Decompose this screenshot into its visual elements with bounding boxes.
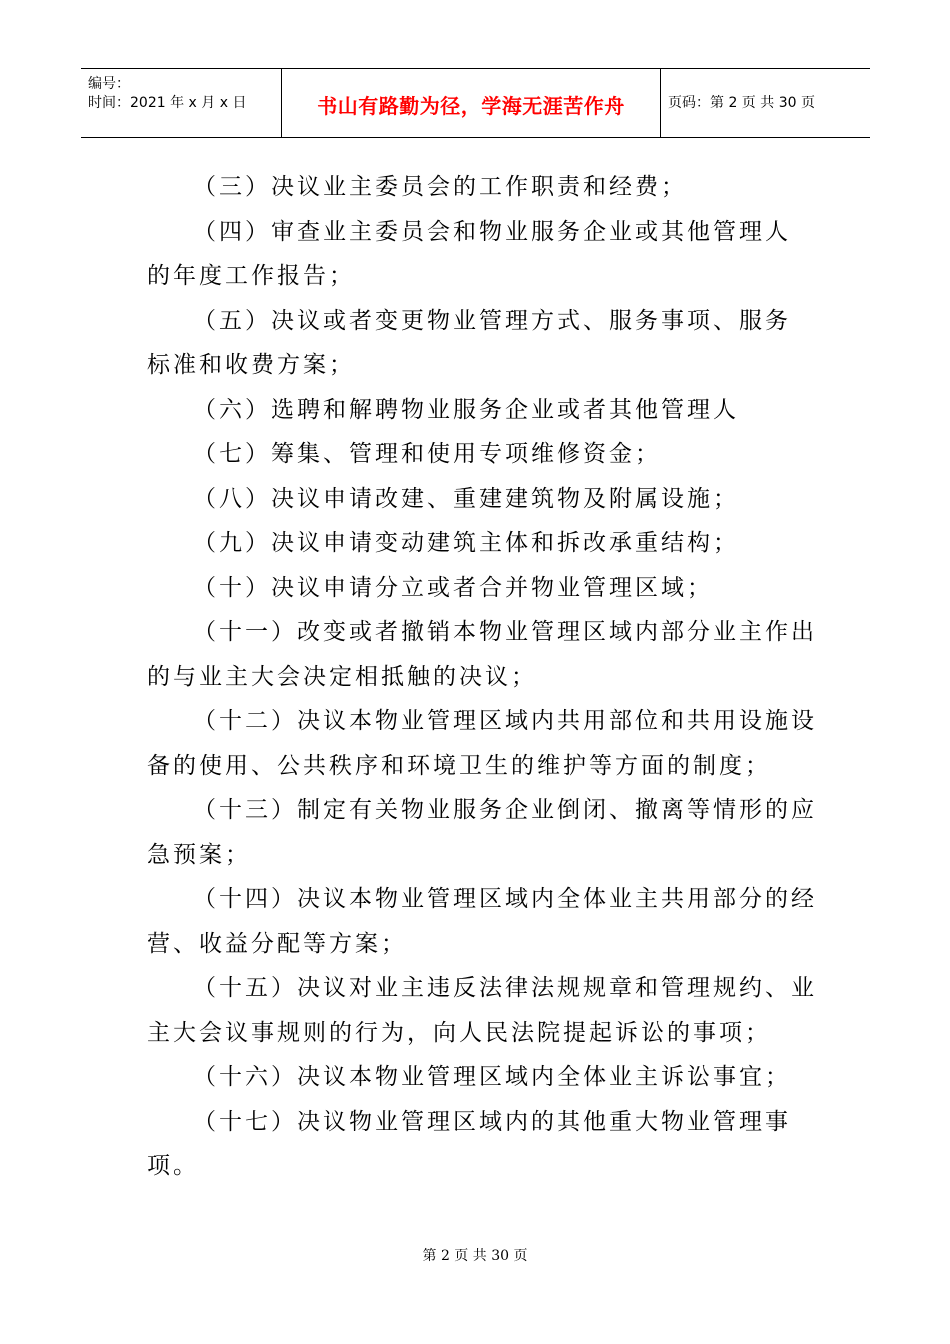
header-motto-cell [281,69,661,137]
body-line: （十四）决议本物业管理区域内全体业主共用部分的经 [193,886,817,912]
body-line: （十）决议申请分立或者合并物业管理区域； [193,574,713,601]
body-line: 营、收益分配等方案； [147,930,407,957]
header-page-cell [659,69,870,137]
body-line: （十一）改变或者撤销本物业管理区域内部分业主作出 [193,619,817,645]
body-line: （五）决议或者变更物业管理方式、服务事项、服务 [193,307,791,334]
body-line: （十三）制定有关物业服务企业倒闭、撤离等情形的应 [193,797,817,823]
body-line: （三）决议业主委员会的工作职责和经费； [193,174,687,200]
header-motto: 书山有路勤为径，学海无涯苦作舟 [317,94,625,118]
body-line: （四）审查业主委员会和物业服务企业或其他管理人 [193,218,791,245]
body-line: （十七）决议物业管理区域内的其他重大物业管理事 [193,1108,791,1135]
body-line: （十六）决议本物业管理区域内全体业主诉讼事宜； [193,1064,791,1090]
body-line: （十五）决议对业主违反法律法规规章和管理规约、业 [193,975,817,1001]
body-line: 标准和收费方案； [147,352,355,378]
body-line: 备的使用、公共秩序和环境卫生的维护等方面的制度； [147,752,771,779]
body-line: （七）筹集、管理和使用专项维修资金； [193,441,661,467]
header-page-info: 页码：第 2 页 共 30 页 [668,95,815,111]
document-date-label: 时间：2021 年 x 月 x 日 [88,95,247,111]
body-line: 主大会议事规则的行为，向人民法院提起诉讼的事项； [147,1019,771,1046]
body-line: （十二）决议本物业管理区域内共用部位和共用设施设 [193,708,817,734]
document-number-label: 编号： [88,76,130,92]
body-line: （六）选聘和解聘物业服务企业或者其他管理人 [193,396,739,423]
body-line: 的与业主大会决定相抵触的决议； [147,663,537,690]
body-line: 的年度工作报告； [147,263,355,289]
body-line: 项。 [147,1153,199,1179]
page-header [81,68,870,138]
page-footer: 第 2 页 共 30 页 [422,1248,528,1264]
header-meta-cell [81,69,281,137]
body-line: （九）决议申请变动建筑主体和拆改承重结构； [193,530,739,556]
body-line: 急预案； [147,841,251,868]
document-body [147,165,817,1189]
body-line: （八）决议申请改建、重建建筑物及附属设施； [193,485,739,512]
